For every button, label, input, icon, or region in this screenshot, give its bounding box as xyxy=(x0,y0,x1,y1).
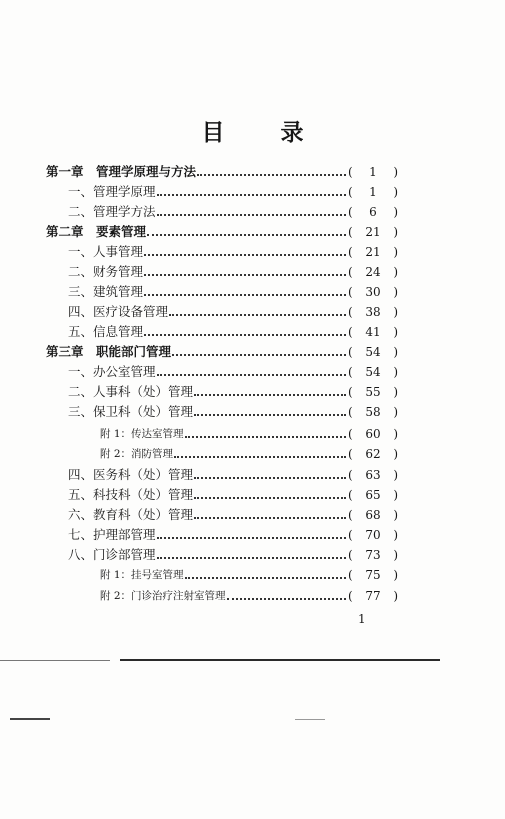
page-ref-number: 21 xyxy=(365,225,381,239)
close-paren: ) xyxy=(393,528,398,542)
toc-section-row xyxy=(68,302,398,322)
page-ref-number: 1 xyxy=(369,165,377,179)
page-ref-number: 30 xyxy=(365,285,381,299)
toc-entry-label: 三、建筑管理 xyxy=(68,284,144,299)
page-ref xyxy=(348,402,398,422)
toc-entry-label: 三、保卫科（处）管理 xyxy=(68,404,194,419)
page-ref xyxy=(348,424,398,444)
open-paren: ( xyxy=(348,589,353,603)
close-paren: ) xyxy=(393,447,398,461)
open-paren: ( xyxy=(348,245,353,259)
toc-entry-label: 二、人事科（处）管理 xyxy=(68,384,194,399)
page-ref-number: 55 xyxy=(365,385,381,399)
page-ref-number: 65 xyxy=(365,488,381,502)
toc-entry-label: 一、人事管理 xyxy=(68,244,144,259)
chapter-number: 第三章 xyxy=(46,344,84,359)
toc-entry-label: 一、管理学原理 xyxy=(68,184,156,199)
scan-mark xyxy=(10,718,50,720)
open-paren: ( xyxy=(348,365,353,379)
dot-leader xyxy=(174,456,346,458)
page-ref-number: 63 xyxy=(365,468,381,482)
dot-leader xyxy=(194,477,346,479)
toc-chapter-row xyxy=(46,342,398,362)
page-ref xyxy=(348,322,398,342)
close-paren: ) xyxy=(393,165,398,179)
close-paren: ) xyxy=(393,548,398,562)
close-paren: ) xyxy=(393,225,398,239)
close-paren: ) xyxy=(393,385,398,399)
page-ref-number: 62 xyxy=(365,447,381,461)
toc-section-row xyxy=(68,242,398,262)
close-paren: ) xyxy=(393,589,398,603)
page-ref-number: 58 xyxy=(365,405,381,419)
dot-leader xyxy=(172,354,346,356)
close-paren: ) xyxy=(393,427,398,441)
scan-mark xyxy=(0,660,110,661)
page-ref xyxy=(348,342,398,362)
toc-section-row xyxy=(68,282,398,302)
page-ref xyxy=(348,242,398,262)
open-paren: ( xyxy=(348,325,353,339)
dot-leader xyxy=(157,374,346,376)
page-ref xyxy=(348,565,398,585)
page-ref-number: 21 xyxy=(365,245,381,259)
page-ref xyxy=(348,586,398,606)
close-paren: ) xyxy=(393,265,398,279)
dot-leader xyxy=(169,314,346,316)
dot-leader xyxy=(194,517,346,519)
dot-leader xyxy=(227,598,346,600)
dot-leader xyxy=(157,194,346,196)
page-ref xyxy=(348,525,398,545)
toc-section-row xyxy=(68,505,398,525)
toc-entry-label: 附 1：挂号室管理 xyxy=(100,569,184,581)
dot-leader xyxy=(194,497,346,499)
page-ref xyxy=(348,465,398,485)
open-paren: ( xyxy=(348,345,353,359)
open-paren: ( xyxy=(348,548,353,562)
page-ref xyxy=(348,202,398,222)
open-paren: ( xyxy=(348,305,353,319)
close-paren: ) xyxy=(393,508,398,522)
chapter-number: 第一章 xyxy=(46,164,84,179)
toc-entry-label: 二、管理学方法 xyxy=(68,204,156,219)
toc-entry-label: 四、医务科（处）管理 xyxy=(68,467,194,482)
toc-section-row xyxy=(68,525,398,545)
open-paren: ( xyxy=(348,528,353,542)
page-ref xyxy=(348,444,398,464)
toc-entry-label: 四、医疗设备管理 xyxy=(68,304,169,319)
dot-leader xyxy=(197,174,346,176)
toc-appendix-row xyxy=(100,586,398,606)
open-paren: ( xyxy=(348,225,353,239)
toc-section-row xyxy=(68,202,398,222)
close-paren: ) xyxy=(393,488,398,502)
page-ref xyxy=(348,222,398,242)
dot-leader xyxy=(144,294,346,296)
close-paren: ) xyxy=(393,325,398,339)
dot-leader xyxy=(147,234,346,236)
page-ref xyxy=(348,162,398,182)
toc-entry-label: 一、办公室管理 xyxy=(68,364,156,379)
dot-leader xyxy=(185,577,346,579)
page-ref-number: 70 xyxy=(365,528,381,542)
page-ref-number: 73 xyxy=(365,548,381,562)
dot-leader xyxy=(194,414,346,416)
open-paren: ( xyxy=(348,285,353,299)
toc-section-row xyxy=(68,362,398,382)
toc-entry-label: 管理学原理与方法 xyxy=(96,164,197,179)
page-ref xyxy=(348,262,398,282)
toc-entry-label: 要素管理 xyxy=(96,224,147,239)
open-paren: ( xyxy=(348,447,353,461)
open-paren: ( xyxy=(348,205,353,219)
toc-entry-label: 五、科技科（处）管理 xyxy=(68,487,194,502)
toc-section-row xyxy=(68,262,398,282)
page-ref-number: 38 xyxy=(365,305,381,319)
close-paren: ) xyxy=(393,185,398,199)
open-paren: ( xyxy=(348,468,353,482)
toc-section-row xyxy=(68,485,398,505)
toc-section-row xyxy=(68,545,398,565)
toc-entry-label: 二、财务管理 xyxy=(68,264,144,279)
open-paren: ( xyxy=(348,385,353,399)
dot-leader xyxy=(194,394,346,396)
close-paren: ) xyxy=(393,365,398,379)
page-ref xyxy=(348,362,398,382)
dot-leader xyxy=(144,334,346,336)
page-ref xyxy=(348,382,398,402)
toc-chapter-row xyxy=(46,222,398,242)
toc-entry-label: 附 2：消防管理 xyxy=(100,448,174,460)
close-paren: ) xyxy=(393,285,398,299)
page-ref xyxy=(348,282,398,302)
page-ref-number: 68 xyxy=(365,508,381,522)
page-ref-number: 54 xyxy=(365,365,381,379)
toc-entry-label: 职能部门管理 xyxy=(96,344,172,359)
toc-entry-label: 八、门诊部管理 xyxy=(68,547,156,562)
toc-chapter-row xyxy=(46,162,398,182)
toc-section-row xyxy=(68,182,398,202)
page-ref xyxy=(348,182,398,202)
page-ref xyxy=(348,485,398,505)
close-paren: ) xyxy=(393,245,398,259)
toc-section-row xyxy=(68,402,398,422)
toc-entry-label: 附 1：传达室管理 xyxy=(100,428,184,440)
dot-leader xyxy=(185,436,346,438)
page-ref-number: 6 xyxy=(369,205,377,219)
toc-appendix-row xyxy=(100,444,398,464)
toc-appendix-row xyxy=(100,565,398,585)
toc-entry-label: 附 2：门诊治疗注射室管理 xyxy=(100,590,226,602)
close-paren: ) xyxy=(393,305,398,319)
bottom-rule xyxy=(120,659,440,661)
page-ref xyxy=(348,302,398,322)
toc-entry-label: 六、教育科（处）管理 xyxy=(68,507,194,522)
toc-section-row xyxy=(68,465,398,485)
chapter-number: 第二章 xyxy=(46,224,84,239)
scan-mark xyxy=(295,719,325,720)
close-paren: ) xyxy=(393,568,398,582)
close-paren: ) xyxy=(393,205,398,219)
page-ref-number: 1 xyxy=(369,185,377,199)
toc-entry-label: 七、护理部管理 xyxy=(68,527,156,542)
page-ref xyxy=(348,545,398,565)
page-title: 目 录 xyxy=(201,119,328,146)
close-paren: ) xyxy=(393,405,398,419)
page-ref-number: 54 xyxy=(365,345,381,359)
open-paren: ( xyxy=(348,405,353,419)
page-ref-number: 24 xyxy=(365,265,381,279)
toc-section-row xyxy=(68,322,398,342)
open-paren: ( xyxy=(348,488,353,502)
open-paren: ( xyxy=(348,165,353,179)
open-paren: ( xyxy=(348,508,353,522)
close-paren: ) xyxy=(393,345,398,359)
page-ref-number: 75 xyxy=(365,568,381,582)
page-ref-number: 77 xyxy=(365,589,381,603)
dot-leader xyxy=(157,214,346,216)
toc-section-row xyxy=(68,382,398,402)
dot-leader xyxy=(157,537,346,539)
page-ref-number: 60 xyxy=(365,427,381,441)
open-paren: ( xyxy=(348,185,353,199)
dot-leader xyxy=(157,557,346,559)
open-paren: ( xyxy=(348,568,353,582)
toc-entry-label: 五、信息管理 xyxy=(68,324,144,339)
open-paren: ( xyxy=(348,265,353,279)
open-paren: ( xyxy=(348,427,353,441)
dot-leader xyxy=(144,254,346,256)
toc-appendix-row xyxy=(100,424,398,444)
dot-leader xyxy=(144,274,346,276)
close-paren: ) xyxy=(393,468,398,482)
page-ref-number: 41 xyxy=(365,325,381,339)
page-ref xyxy=(348,505,398,525)
page-number: 1 xyxy=(358,612,366,626)
